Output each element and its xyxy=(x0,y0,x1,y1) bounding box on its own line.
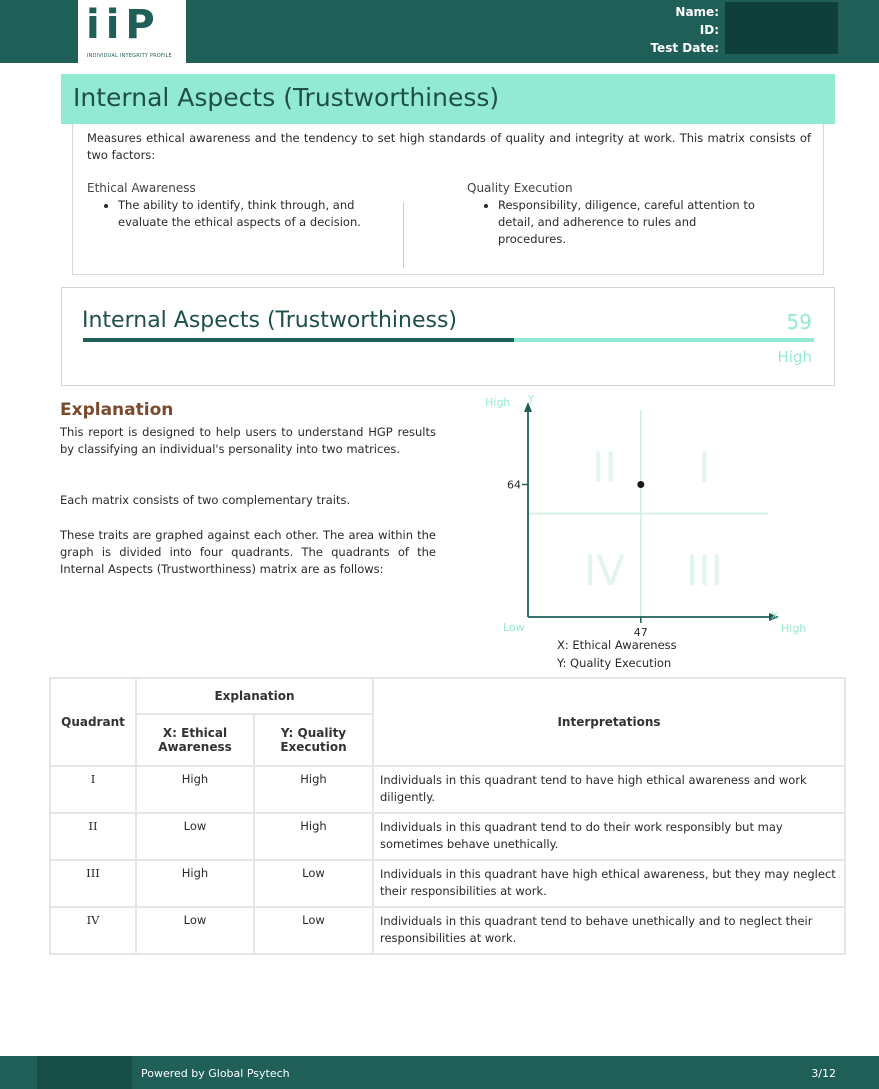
y-level-cell: Low xyxy=(254,907,373,954)
x-level-cell: High xyxy=(136,766,254,813)
quadrant-table xyxy=(49,677,846,955)
y-tick-label: 64 xyxy=(507,478,521,492)
section-description: Measures ethical awareness and the tendency to set high standards of quality and integrity at work. This matrix consists of two factors: xyxy=(87,131,811,162)
header-explanation: Explanation xyxy=(136,678,373,714)
logo xyxy=(78,0,186,63)
candidate-labels xyxy=(650,3,719,57)
table-row xyxy=(50,813,845,860)
powered-by: Powered by Global Psytech xyxy=(141,1067,290,1080)
y-axis-letter: Y xyxy=(528,394,535,405)
page-number: 3/12 xyxy=(811,1067,836,1080)
id-label: ID: xyxy=(699,23,719,37)
x-tick-label: 47 xyxy=(633,626,648,639)
section-title: Internal Aspects (Trustworthiness) xyxy=(73,83,500,112)
top-bar xyxy=(0,0,879,63)
y-level-cell: Low xyxy=(254,860,373,907)
explanation-title: Explanation xyxy=(60,400,174,420)
header-interpretations: Interpretations xyxy=(373,678,845,766)
table-row xyxy=(50,766,845,813)
table-row xyxy=(50,860,845,907)
y-level-cell: High xyxy=(254,813,373,860)
quadrant-cell: II xyxy=(50,813,136,860)
test-date-label: Test Date: xyxy=(650,41,719,55)
factor-bullet: • Responsibility, diligence, careful attention to detail, and adherence to rules and procedures. xyxy=(498,197,767,248)
factor-quality-execution xyxy=(467,181,767,248)
quadrant-chart-svg xyxy=(480,392,820,674)
score-card xyxy=(61,287,835,386)
footer xyxy=(0,1056,879,1089)
explanation-paragraph: Each matrix consists of two complementary traits. xyxy=(60,493,351,507)
candidate-info-redacted xyxy=(725,2,838,54)
x-axis-letter: X xyxy=(771,611,778,622)
quadrant-label-IV: IV xyxy=(583,546,625,595)
header-x: X: Ethical Awareness xyxy=(136,714,254,766)
x-high-label: High xyxy=(781,622,807,635)
interpretation-cell: Individuals in this quadrant tend to behave unethically and to neglect their responsibilities at work. xyxy=(373,907,845,954)
x-level-cell: Low xyxy=(136,907,254,954)
x-low-label: Low xyxy=(503,621,525,634)
quadrant-label-II: II xyxy=(592,443,617,492)
description-box xyxy=(72,124,824,275)
quadrant-cell: III xyxy=(50,860,136,907)
score-value: 59 xyxy=(786,310,812,334)
table-row xyxy=(50,907,845,954)
explanation-paragraph: This report is designed to help users to understand HGP results by classifying an individual's personality into two matrices. xyxy=(60,425,436,456)
quadrant-label-I: I xyxy=(698,443,711,492)
name-label: Name: xyxy=(675,5,719,19)
factor-name: Quality Execution xyxy=(467,181,573,195)
factor-name: Ethical Awareness xyxy=(87,181,196,195)
explanation-paragraph: These traits are graphed against each other. The area within the graph is divided into four quadrants. The quadrants of the Internal Aspects (Trustworthiness) matrix are as follows: xyxy=(60,528,436,576)
quadrant-label-III: III xyxy=(685,546,723,595)
quadrant-cell: IV xyxy=(50,907,136,954)
logo-subtitle: INDIVIDUAL INTEGRITY PROFILE xyxy=(87,53,173,59)
interpretation-cell: Individuals in this quadrant tend to have high ethical awareness and work diligently. xyxy=(373,766,845,813)
footer-block xyxy=(37,1056,132,1089)
x-level-cell: Low xyxy=(136,813,254,860)
quadrant-cell: I xyxy=(50,766,136,813)
score-level: High xyxy=(777,348,812,366)
score-bar xyxy=(83,338,814,342)
score-title: Internal Aspects (Trustworthiness) xyxy=(82,308,457,333)
section-banner xyxy=(61,74,835,124)
quadrant-chart xyxy=(480,392,820,674)
score-bar-fill xyxy=(83,338,514,342)
header-quadrant: Quadrant xyxy=(50,678,136,766)
interpretation-cell: Individuals in this quadrant have high ethical awareness, but they may neglect their responsibilities at work. xyxy=(373,860,845,907)
data-point xyxy=(637,481,644,488)
y-high-label: High xyxy=(485,396,511,409)
x-axis-caption: X: Ethical Awareness xyxy=(557,638,677,652)
x-level-cell: High xyxy=(136,860,254,907)
y-axis-caption: Y: Quality Execution xyxy=(557,656,672,670)
y-level-cell: High xyxy=(254,766,373,813)
factor-divider xyxy=(403,202,404,268)
logo-text: iiP xyxy=(86,2,161,48)
factor-bullet: • The ability to identify, think through, and evaluate the ethical aspects of a decision. xyxy=(118,197,387,231)
factor-ethical-awareness xyxy=(87,181,387,231)
interpretation-cell: Individuals in this quadrant tend to do their work responsibly but may sometimes behave unethically. xyxy=(373,813,845,860)
header-y: Y: Quality Execution xyxy=(254,714,373,766)
